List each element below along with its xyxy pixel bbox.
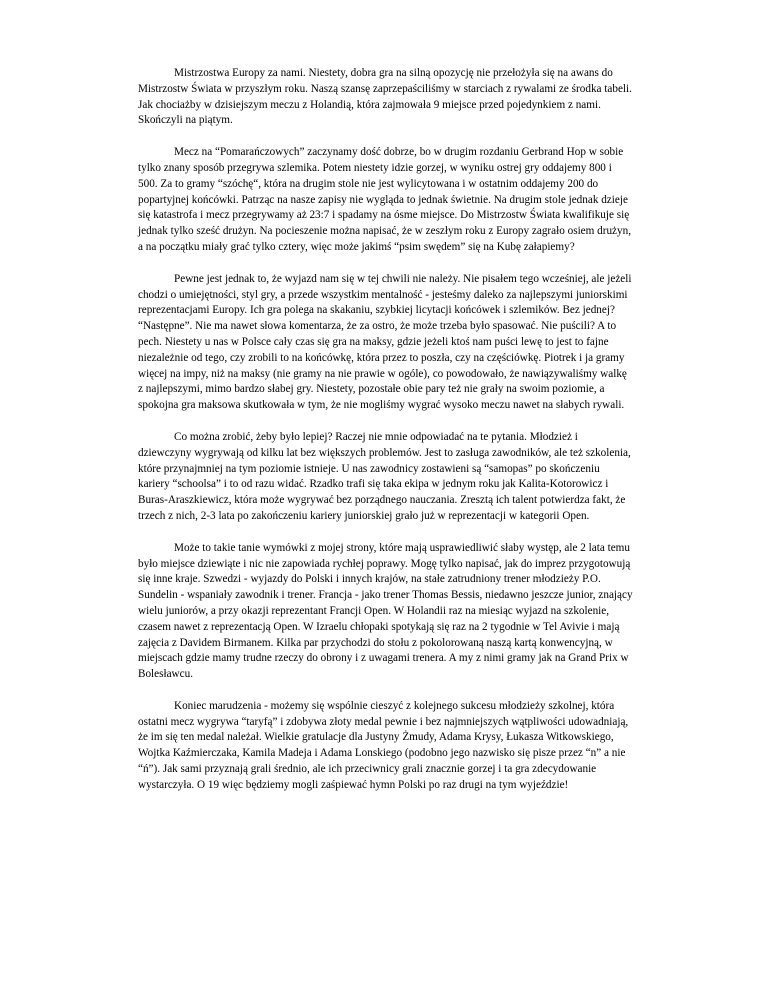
paragraph-3: Pewne jest jednak to, że wyjazd nam się w tej chwili nie należy. Nie pisałem tego wcześniej, ale jeżeli chodzi o umiejętności, styl gry, a przede wszystkim mentalność - jesteśmy daleko za najlepszymi juniorskimi reprezentacjami Europy. Ich gra polega na skakaniu, szybkiej licytacji końcówek i szlemików. Bez jednej? “Następne”. Nie ma nawet słowa komentarza, że za ostro, że może trzeba było spasować. Nie puścili? A to pech. Niestety u nas w Polsce cały czas się gra na maksy, gdzie jeżeli ktoś nam puści lewę to jest to fajne niezależnie od tego, czy zrobili to na końcówkę, która przez to poszła, czy na częściówkę. Piotrek i ja gramy więcej na impy, niż na maksy (nie gramy na nie prawie w ogóle), co powodowało, że nawiązywaliśmy walkę z najlepszymi, mimo bardzo słabej gry. Niestety, pozostałe obie pary też nie grały na swoim poziomie, a spokojna gra maksowa skutkowała w tym, że nie mogliśmy wygrać wysoko meczu nawet na słabych rywali.	[138, 272, 632, 412]
paragraph-2: Mecz na “Pomarańczowych” zaczynamy dość dobrze, bo w drugim rozdaniu Gerbrand Hop w sobie tylko znany sposób przegrywa szlemika. Potem niestety idzie gorzej, w wyniku ostrej gry oddajemy 800 i 500. Za to gramy “szóchę“, która na drugim stole nie jest wylicytowana i w ostatnim oddajemy 200 do popartyjnej końcówki. Patrząc na nasze zapisy nie wygląda to jednak świetnie. Na drugim stole jednak dzieje się katastrofa i mecz przegrywamy aż 23:7 i spadamy na ósme miejsce. Do Mistrzostw Świata kwalifikuje się jednak tylko sześć drużyn. Na pocieszenie można napisać, że w zeszłym roku z Europy zagrało osiem drużyn, a na początku miały grać tylko cztery, więc może jakimś “psim swędem” się na Kubę załapiemy?	[138, 146, 631, 253]
paragraph-6: Koniec marudzenia - możemy się wspólnie cieszyć z kolejnego sukcesu młodzieży szkolnej, która ostatni mecz wygrywa “taryfą” i zdobywa złoty medal pewnie i bez najmniejszych wątpliwości udowadniają, że im się ten medal należał. Wielkie gratulacje dla Justyny Żmudy, Adama Krysy, Łukasza Witkowskiego, Wojtka Kaźmierczaka, Kamila Madeja i Adama Lonskiego (podobno jego nazwisko się pisze przez “n” a nie “ń”). Jak sami przyznają grali średnio, ale ich przeciwnicy grali znacznie gorzej i ta gra zdecydowanie wystarczyła. O 19 więc będziemy mogli zaśpiewać hymn Polski po raz drugi na tym wyjeździe!	[138, 699, 629, 791]
paragraph-5: Może to takie tanie wymówki z mojej strony, które mają usprawiedliwić słaby występ, ale 2 lata temu było miejsce dziewiąte i nic nie zapowiada rychłej poprawy. Mogę tylko napisać, jak do imprez przygotowują się inne kraje. Szwedzi - wyjazdy do Polski i innych krajów, na stałe zatrudniony trener młodzieży P.O. Sundelin - wspaniały zawodnik i trener. Francja - jako trener Thomas Bessis, niedawno jeszcze junior, znający wielu juniorów, a przy okazji reprezentant Francji Open. W Holandii raz na miesiąc wyjazd na szkolenie, czasem nawet z reprezentacją Open. W Izraelu chłopaki spotykają się raz na 2 tygodnie w Tel Avivie i mają zajęcia z Davidem Birmanem. Kilka par przychodzi do stołu z pokolorowaną naszą kartą konwencyjną, w miejscach gdzie mamy trudne rzeczy do obrony i z uwagami trenera. A my z nimi gramy jak na Grand Prix w Bolesławcu.	[138, 541, 633, 681]
article-body	[138, 66, 633, 810]
paragraph-4: Co można zrobić, żeby było lepiej? Raczej nie mnie odpowiadać na te pytania. Młodzież i dziewczyny wygrywają od kilku lat bez większych problemów. Jest to zasługa zawodników, ale też szkolenia, które przynajmniej na tym poziomie istnieje. U nas zawodnicy zostawieni są “samopas” po skończeniu kariery “schoolsa” i to od razu widać. Rzadko trafi się taka ekipa w jednym roku jak Kalita-Kotorowicz i Buras-Araszkiewicz, która może wygrywać bez porządnego nauczania. Zresztą ich talent potwierdza fakt, że trzech z nich, 2-3 lata po zakończeniu kariery juniorskiej grało już w reprezentacji w kategorii Open.	[138, 430, 631, 522]
paragraph-1: Mistrzostwa Europy za nami. Niestety, dobra gra na silną opozycję nie przełożyła się na awans do Mistrzostw Świata w przyszłym roku. Naszą szansę zaprzepaściliśmy w starciach z rywalami ze środka tabeli. Jak chociażby w dzisiejszym meczu z Holandią, która zajmowała 9 miejsce przed pojedynkiem z nami. Skończyli na piątym.	[138, 67, 632, 127]
